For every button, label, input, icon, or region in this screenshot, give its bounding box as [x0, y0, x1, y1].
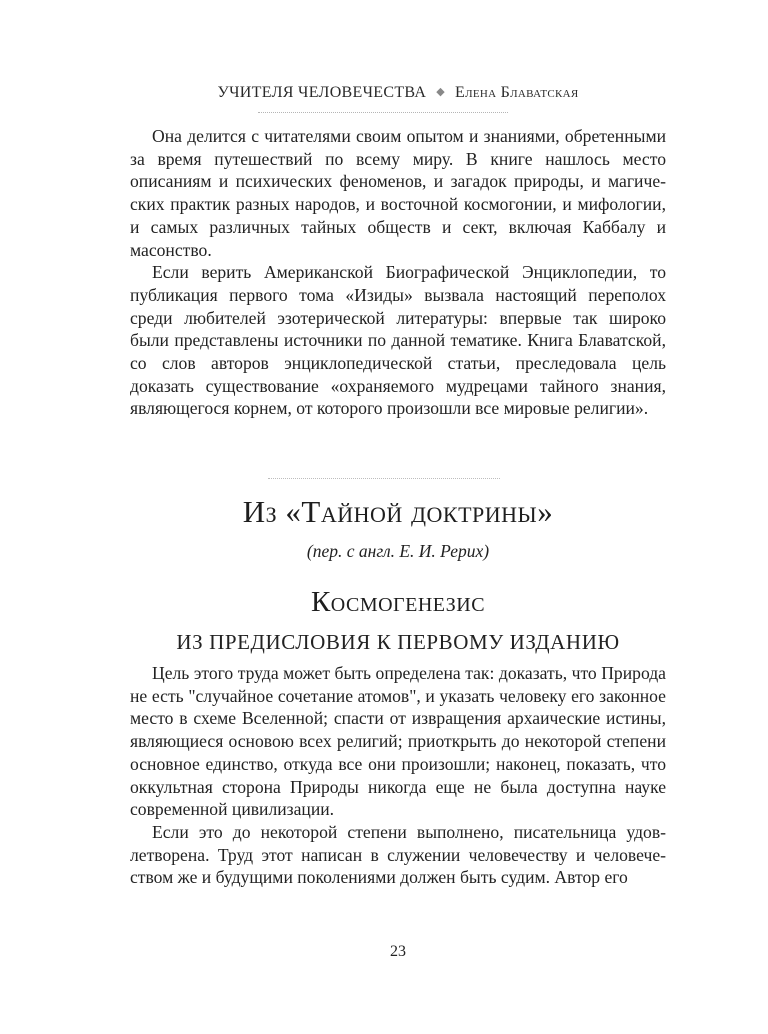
page-number: 23 [390, 943, 406, 960]
section-title: Из «Тайной доктрины» [242, 494, 554, 529]
intro-paragraph-1: Она делится с читателями своим опытом и знаниями, обретенными за время путешествий по всему миру. В книге нашлось место описаниям и психических феноменов, и загадок природы, и магических практик разных народов, и восточной космогонии, и мифологии, и самых различных тайных обществ и сект, включая Каббалу и масонство. [130, 126, 666, 260]
running-header-book-title: УЧИТЕЛЯ ЧЕЛОВЕЧЕСТВА [217, 84, 427, 101]
chapter-subtitle: ИЗ ПРЕДИСЛОВИЯ К ПЕРВОМУ ИЗДАНИЮ [176, 630, 620, 654]
diamond-separator-icon: ◆ [436, 86, 446, 98]
chapter-paragraph-2: Если это до некоторой степени выполнено, писательница удовлетворена. Труд этот написан в служении человечеству и человечеством же и будущими поколениями должен быть судим. Автор его [130, 821, 666, 888]
header-dotted-rule [258, 112, 508, 113]
running-header [130, 84, 666, 102]
running-header-author: Елена Блаватская [455, 84, 579, 101]
section-dotted-divider [268, 478, 500, 479]
intro-text-block [130, 125, 666, 420]
intro-paragraph-2: Если верить Американской Биографической Энциклопедии, то публикация первого тома «Изиды» вызвала настоящий переполох среди любителей эзотерической литературы: впервые так широко были представлены источники по данной тематике. Книга Блаватской, со слов авторов энциклопедической статьи, преследовала цель доказать существование «охраняемого мудрецами тайного знания, являющегося корнем, от которого произошли все мировые религии». [130, 262, 666, 419]
chapter-title: Космогенезис [310, 586, 486, 618]
translator-note: (пер. с англ. Е. И. Рерих) [306, 541, 490, 561]
chapter-text-block [130, 662, 666, 889]
chapter-paragraph-1: Цель этого труда может быть определена так: доказать, что Природа не есть "случайное сочетание атомов", и указать человеку его законное место в схеме Вселенной; спасти от извращения архаические истины, являющиеся основою всех религий; приоткрыть до некоторой степени основное единство, откуда все они произошли; наконец, показать, что оккультная сторона Природы никогда еще не была доступна науке современной цивилизации. [130, 663, 666, 820]
